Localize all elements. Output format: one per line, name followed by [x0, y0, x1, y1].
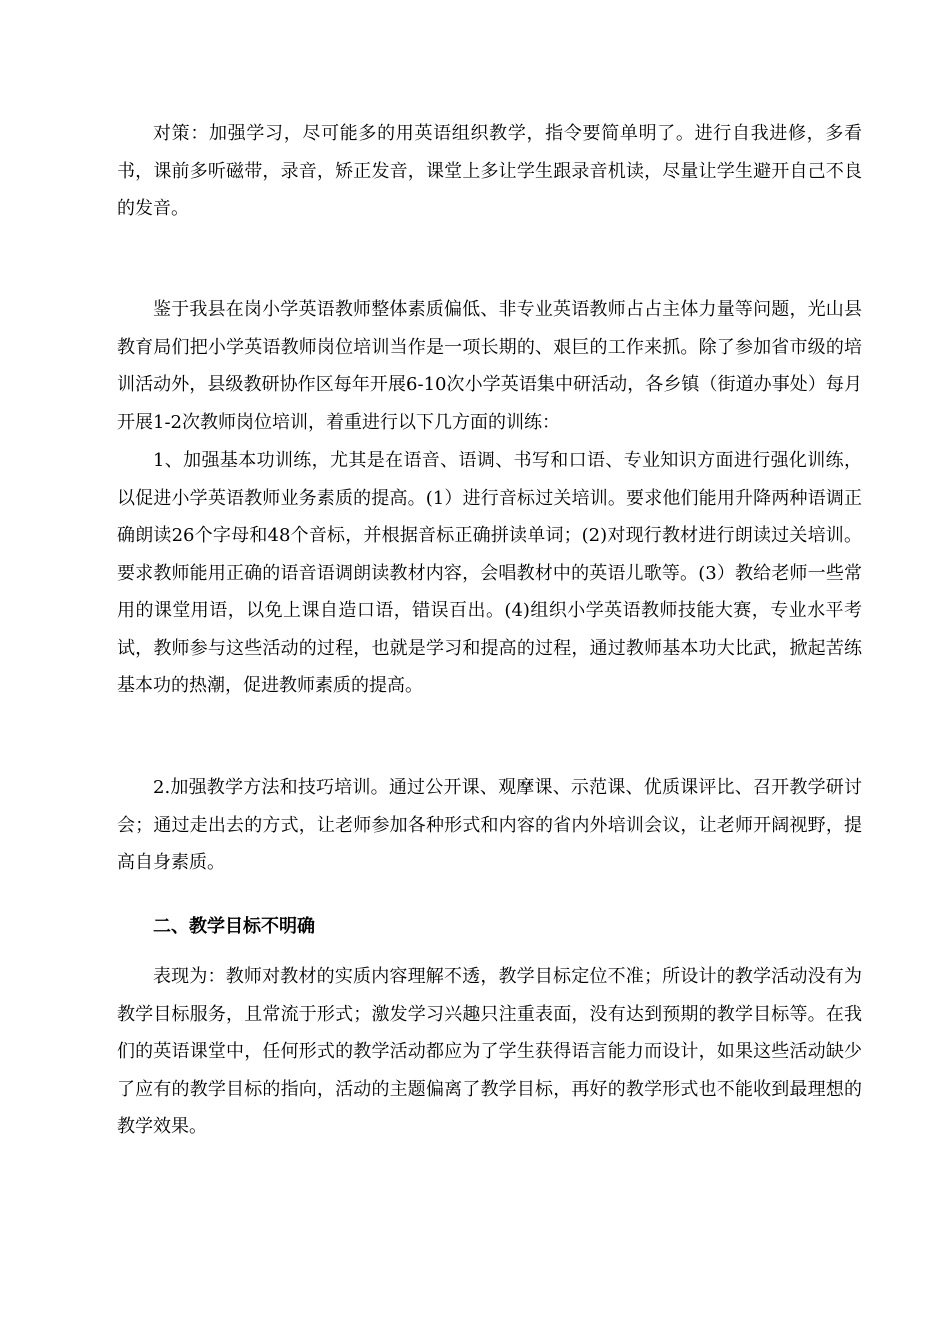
section-heading: 二、教学目标不明确: [153, 916, 315, 937]
paragraph-teaching-methods: 2.加强教学方法和技巧培训。通过公开课、观摩课、示范课、优质课评比、召开教学研讨会；通过走出去的方式，让老师参加各种形式和内容的省内外培训会议，让老师开阔视野，提高自身素质。: [117, 777, 862, 873]
paragraph-manifestation: 表现为：教师对教材的实质内容理解不透，教学目标定位不准；所设计的教学活动没有为教学目标服务，且常流于形式；激发学习兴趣只注重表面，没有达到预期的教学目标等。在我们的英语课堂中，任何形式的教学活动都应为了学生获得语言能力而设计，如果这些活动缺少了应有的教学目标的指向，活动的主题偏离了教学目标，再好的教学形式也不能收到最理想的教学效果。: [117, 966, 862, 1137]
paragraph-training-overview: 鉴于我县在岗小学英语教师整体素质偏低、非专业英语教师占占主体力量等问题，光山县教育局们把小学英语教师岗位培训当作是一项长期的、艰巨的工作来抓。除了参加省市级的培训活动外，县级教研协作区每年开展6-10次小学英语集中研活动，各乡镇（街道办事处）每月开展1-2次教师岗位培训，着重进行以下几方面的训练：: [117, 299, 862, 433]
paragraph-countermeasure: 对策：加强学习，尽可能多的用英语组织教学，指令要简单明了。进行自我进修，多看书，课前多听磁带，录音，矫正发音，课堂上多让学生跟录音机读，尽量让学生避开自己不良的发音。: [117, 123, 862, 219]
paragraph-basic-skills: 1、加强基本功训练，尤其是在语音、语调、书写和口语、专业知识方面进行强化训练，以促进小学英语教师业务素质的提高。(1）进行音标过关培训。要求他们能用升降两种语调正确朗读26个字母和48个音标，并根据音标正确拼读单词；(2)对现行教材进行朗读过关培训。要求教师能用正确的语音语调朗读教材内容，会唱教材中的英语儿歌等。(3）教给老师一些常用的课堂用语，以免上课自造口语，错误百出。(4)组织小学英语教师技能大赛，专业水平考试，教师参与这些活动的过程，也就是学习和提高的过程，通过教师基本功大比武，掀起苦练基本功的热潮，促进教师素质的提高。: [117, 450, 862, 696]
